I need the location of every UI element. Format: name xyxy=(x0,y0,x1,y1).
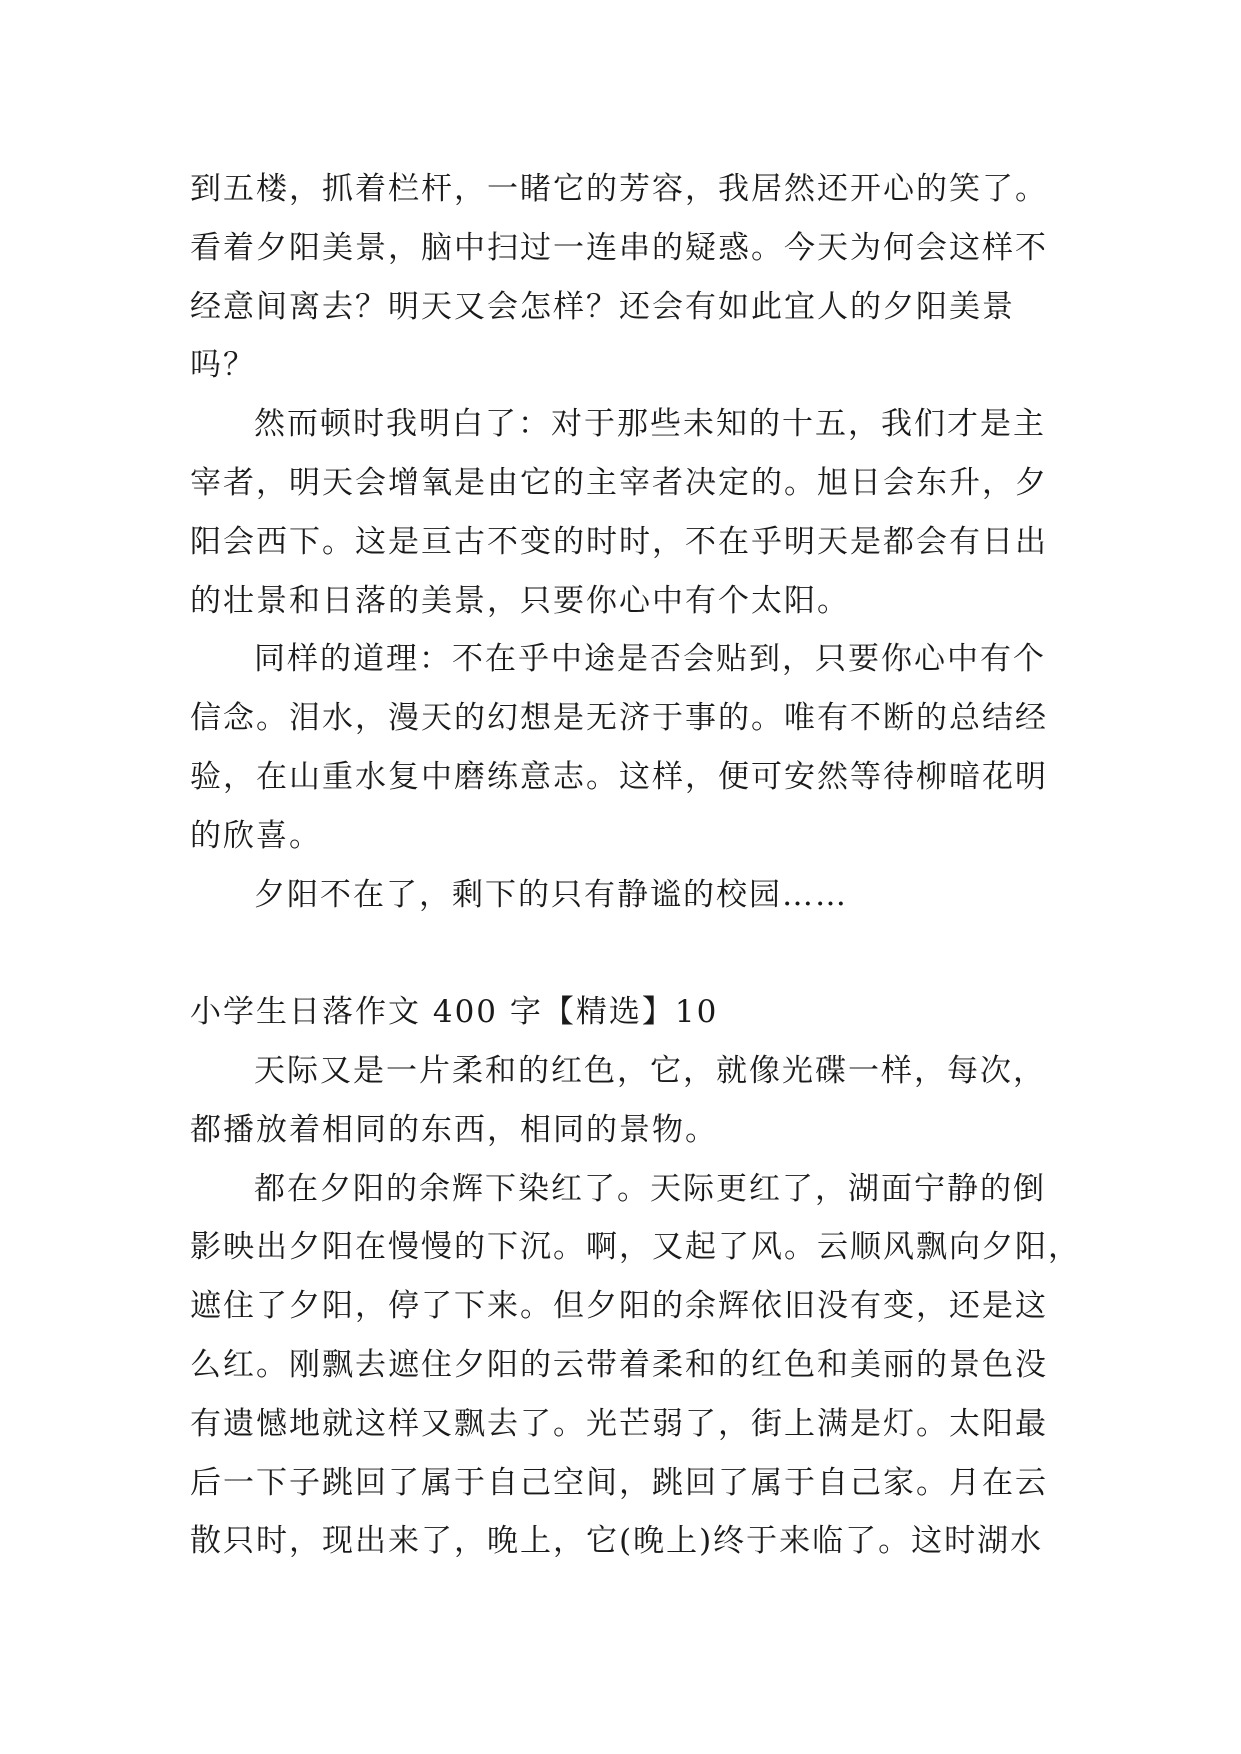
text-line: 然而顿时我明白了：对于那些未知的十五，我们才是主 xyxy=(254,406,1046,443)
text-line: 后一下子跳回了属于自己空间，跳回了属于自己家。月在云 xyxy=(190,1464,1048,1501)
paragraph xyxy=(190,630,1060,865)
text-line: 夕阳不在了，剩下的只有静谧的校园…… xyxy=(254,876,848,913)
text-line: 的欣喜。 xyxy=(190,817,322,854)
paragraph xyxy=(190,866,1060,925)
text-line: 影映出夕阳在慢慢的下沉。啊，又起了风。云顺风飘向夕阳， xyxy=(190,1229,1081,1266)
text-line: 阳会西下。这是亘古不变的时时，不在乎明天是都会有日出 xyxy=(190,523,1048,560)
body-text xyxy=(190,160,1081,1571)
text-line: 吗？ xyxy=(190,347,256,384)
text-line: 都在夕阳的余辉下染红了。天际更红了，湖面宁静的倒 xyxy=(254,1170,1046,1207)
paragraph xyxy=(190,1042,1060,1160)
text-line: 有遗憾地就这样又飘去了。光芒弱了，街上满是灯。太阳最 xyxy=(190,1405,1048,1442)
text-line: 都播放着相同的东西，相同的景物。 xyxy=(190,1111,718,1148)
text-line: 经意间离去？明天又会怎样？还会有如此宜人的夕阳美景 xyxy=(190,288,1015,325)
blank-line xyxy=(190,924,1060,983)
text-line: 看着夕阳美景，脑中扫过一连串的疑惑。今天为何会这样不 xyxy=(190,229,1048,266)
text-line: 同样的道理：不在乎中途是否会贴到，只要你心中有个 xyxy=(254,641,1046,678)
text-line: 到五楼，抓着栏杆，一睹它的芳容，我居然还开心的笑了。 xyxy=(190,171,1048,207)
text-line: 么红。刚飘去遮住夕阳的云带着柔和的红色和美丽的景色没 xyxy=(190,1346,1048,1383)
text-line: 遮住了夕阳，停了下来。但夕阳的余辉依旧没有变，还是这 xyxy=(190,1288,1048,1325)
text-line: 宰者，明天会增氧是由它的主宰者决定的。旭日会东升，夕 xyxy=(190,464,1048,501)
section-heading: 小学生日落作文 400 字【精选】10 xyxy=(190,994,719,1031)
text-line: 散只时，现出来了，晚上，它(晚上)终于来临了。这时湖水 xyxy=(190,1523,1044,1560)
text-line: 天际又是一片柔和的红色，它，就像光碟一样，每次， xyxy=(254,1052,1046,1089)
paragraph xyxy=(190,395,1060,630)
paragraph xyxy=(190,160,1060,395)
paragraph xyxy=(190,1160,1081,1572)
text-line: 验，在山重水复中磨练意志。这样，便可安然等待柳暗花明 xyxy=(190,758,1048,795)
text-line: 的壮景和日落的美景，只要你心中有个太阳。 xyxy=(190,582,850,619)
text-line: 信念。泪水，漫天的幻想是无济于事的。唯有不断的总结经 xyxy=(190,700,1048,737)
